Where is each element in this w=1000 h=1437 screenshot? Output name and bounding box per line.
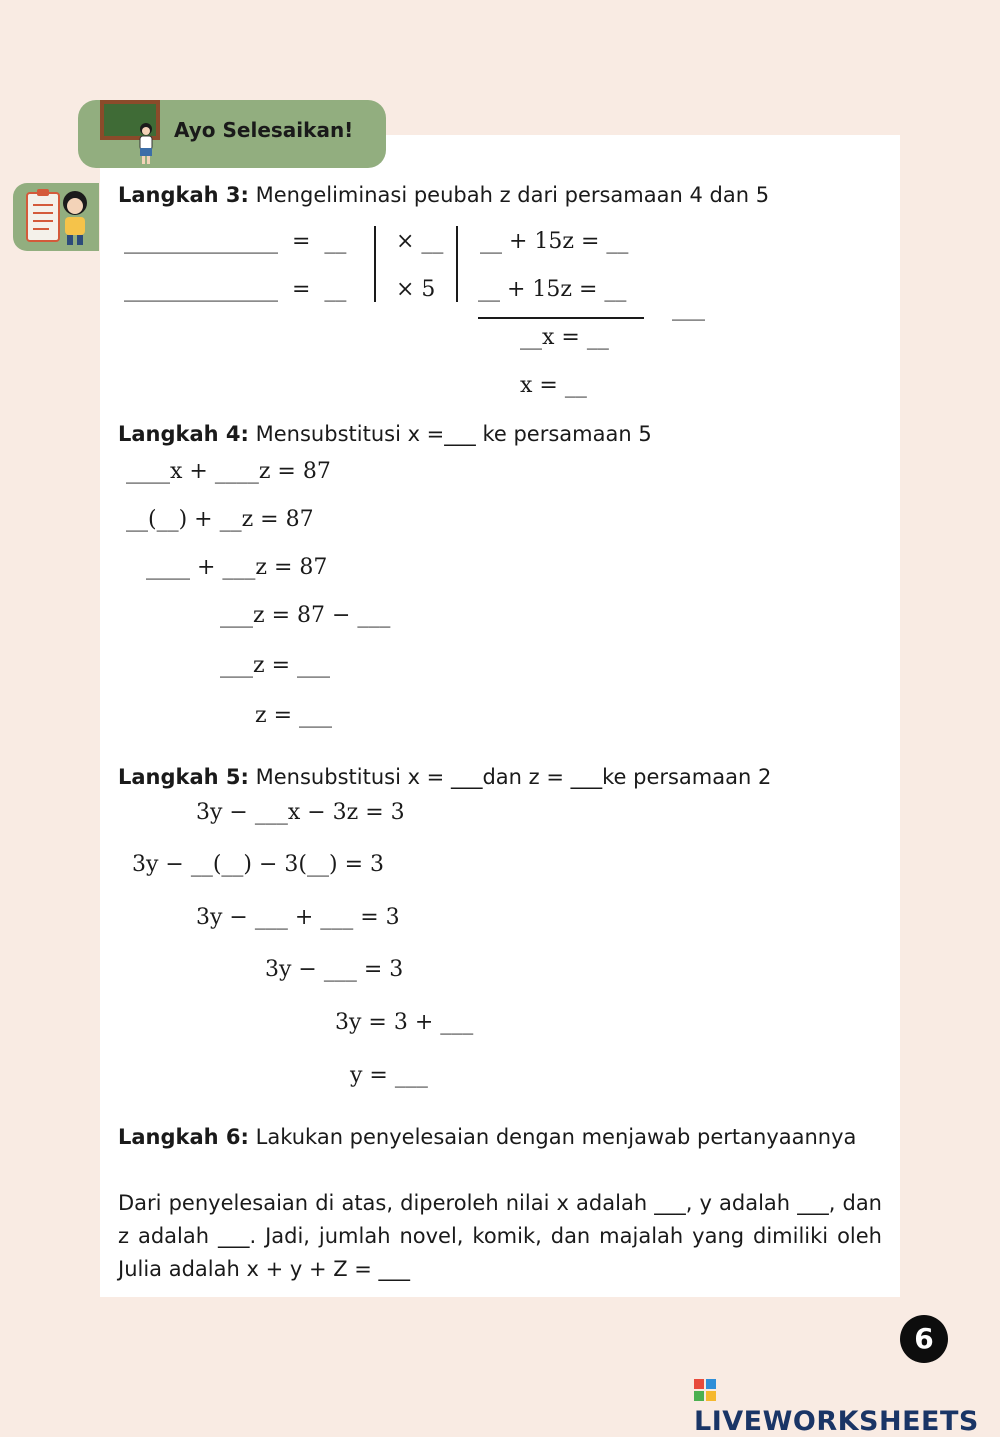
- student-icon: [134, 122, 158, 166]
- step5-line: 3y − ___ + ___ = 3: [196, 905, 400, 930]
- step3-mult-row2: × 5: [396, 277, 436, 302]
- step4-line: ___z = 87 − ___: [220, 603, 391, 628]
- step4-line: __(__) + __z = 87: [126, 507, 314, 532]
- step3-left-row2: ______________ = __: [124, 277, 347, 302]
- step4-label: Langkah 4:: [118, 422, 249, 446]
- step4-line: ____ + ___z = 87: [146, 555, 328, 580]
- step3-side-blank: ___: [672, 296, 705, 321]
- step4-line: ____x + ____z = 87: [126, 459, 331, 484]
- page-number: 6: [900, 1315, 948, 1363]
- step3-right-row3: __x = __: [520, 325, 609, 350]
- step6-text: Lakukan penyelesaian dengan menjawab pertanyaannya: [255, 1125, 857, 1149]
- step5-line: 3y − ___x − 3z = 3: [196, 800, 405, 825]
- step4-heading: [118, 422, 652, 446]
- brand-name: LIVEWORKSHEETS: [694, 1406, 979, 1437]
- clipboard-student-icon: [13, 183, 99, 251]
- step6-heading: [118, 1121, 882, 1154]
- step5-line: 3y − __(__) − 3(__) = 3: [132, 852, 385, 877]
- section-title: Ayo Selesaikan!: [174, 118, 354, 142]
- step5-label: Langkah 5:: [118, 765, 249, 789]
- step5-line: 3y = 3 + ___: [335, 1010, 474, 1035]
- step4-line: ___z = ___: [220, 653, 331, 678]
- subtraction-line: [478, 317, 644, 319]
- step6-label: Langkah 6:: [118, 1125, 249, 1149]
- step3-label: Langkah 3:: [118, 183, 249, 207]
- step3-right-row1: __ + 15z = __: [480, 229, 629, 254]
- step3-right-row2: __ + 15z = __: [478, 277, 627, 302]
- step5-heading: [118, 765, 771, 789]
- step5-text: Mensubstitusi x = ___dan z = ___ke persamaan 2: [255, 765, 772, 789]
- step3-left-row1: ______________ = __: [124, 229, 347, 254]
- step3-text: Mengeliminasi peubah z dari persamaan 4 dan 5: [255, 183, 770, 207]
- step3-heading: [118, 183, 769, 207]
- section-header: [78, 100, 386, 168]
- step6-paragraph: Dari penyelesaian di atas, diperoleh nilai x adalah ___, y adalah ___, dan z adalah ___. Jadi, jumlah novel, komik, dan majalah yang dimiliki oleh Julia adalah x + y + Z = ___: [118, 1191, 882, 1281]
- step4-text: Mensubstitusi x =___ ke persamaan 5: [255, 422, 652, 446]
- step5-line: y = ___: [350, 1063, 428, 1088]
- step3-right-row4: x = __: [520, 373, 587, 398]
- liveworksheets-logo-icon: [694, 1379, 716, 1401]
- step4-line: z = ___: [255, 703, 333, 728]
- divider-right: [456, 226, 458, 302]
- divider-left: [374, 226, 376, 302]
- step5-line: 3y − ___ = 3: [265, 957, 404, 982]
- brand-footer: [694, 1375, 1000, 1437]
- step3-mult-row1: × __: [396, 229, 444, 254]
